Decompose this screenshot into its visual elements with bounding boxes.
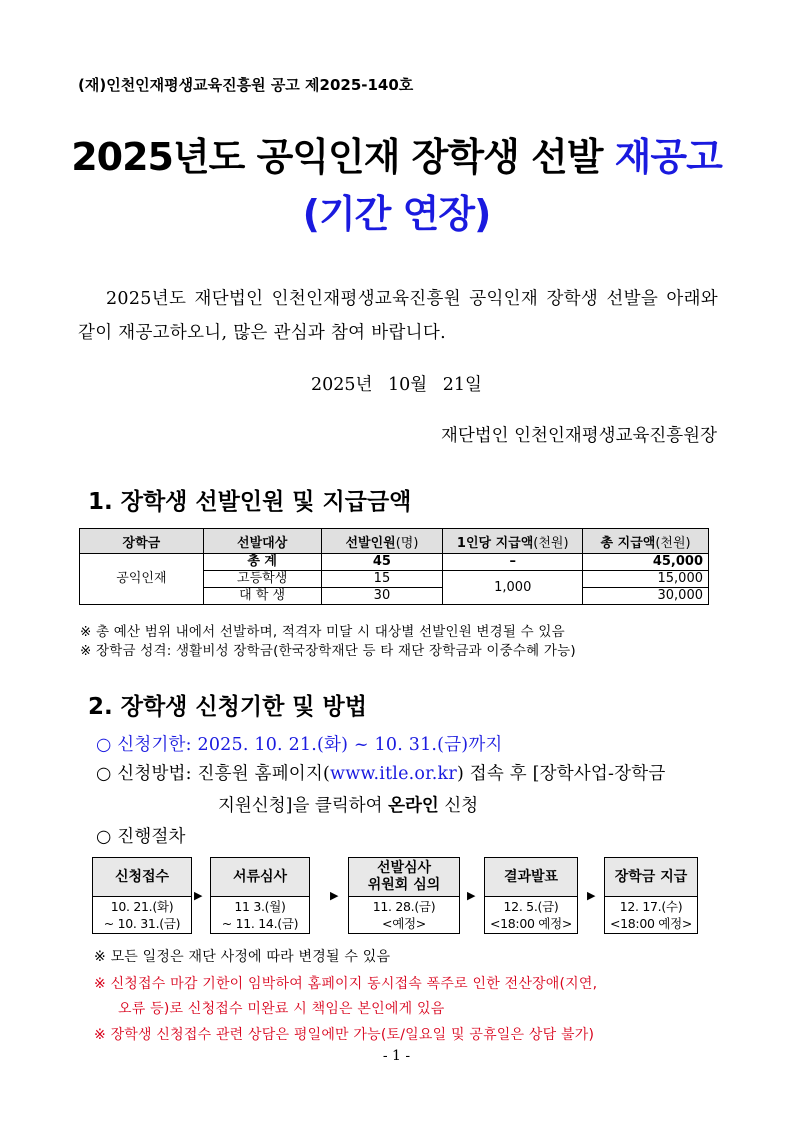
table-cell: 30,000 [583,588,709,605]
arrow-icon: ▶ [330,889,339,902]
step-dates [605,897,697,933]
online-emphasis: 온라인 [388,796,439,816]
table-cell: 15 [321,571,443,588]
table-cell: 45,000 [583,554,709,571]
arrow-icon: ▶ [194,889,203,902]
table-cell: 15,000 [583,571,709,588]
method-prefix: ○ 신청방법: 진흥원 홈페이지( [96,764,331,784]
section-heading-selection: 1. 장학생 선발인원 및 지급금액 [88,489,412,515]
warning-note: ※ 신청접수 마감 기한이 임박하여 홈페이지 동시접속 폭주로 인한 전산장애(지연, [94,976,598,992]
table-cell: 45 [321,554,443,571]
intro-paragraph: 2025년도 재단법인 인천인재평생교육진흥원 공익인재 장학생 선발을 아래와 같이 재공고하오니, 많은 관심과 참여 바랍니다. [78,289,718,343]
method-cont-suffix: 신청 [438,796,479,816]
table-cell-scholarship: 공익인재 [80,554,204,605]
table-header: 총 지급액(천원) [583,529,709,554]
step-title: 결과발표 [485,858,577,897]
step-date-start: 12. 17.(수) [619,899,683,914]
step-committee-review [348,857,460,934]
step-dates [211,897,309,933]
schedule-note: ※ 모든 일정은 재단 사정에 따라 변경될 수 있음 [94,949,391,965]
step-date-end: <예정> [382,916,426,931]
step-date-start: 12. 5.(금) [503,899,559,914]
signer: 재단법인 인천인재평생교육진흥원장 [440,426,717,446]
step-date-end: <18:00 예정> [609,916,693,931]
consultation-note: ※ 장학생 신청접수 관련 상담은 평일에만 가능(토/일요일 및 공휴일은 상담 불가) [94,1027,595,1043]
arrow-icon: ▶ [467,889,476,902]
step-document-review [210,857,310,934]
table-header: 선발대상 [203,529,321,554]
application-method-continued [218,792,478,817]
section-heading-application: 2. 장학생 신청기한 및 방법 [88,694,367,720]
table-cell: 고등학생 [203,571,321,588]
table-row [80,554,709,571]
title-highlight: 재공고 [614,135,722,179]
step-application [92,857,192,934]
table-header: 장학금 [80,529,204,554]
table-header: 1인당 지급액(천원) [443,529,583,554]
page-number: - 1 - [382,1048,411,1064]
table-cell: 1,000 [443,571,583,605]
notice-number: (재)인천인재평생교육진흥원 공고 제2025-140호 [78,76,414,94]
table-header: 선발인원(명) [321,529,443,554]
table-note: ※ 장학금 성격: 생활비성 장학금(한국장학재단 등 타 재단 장학금과 이중수혜 가능) [80,643,576,659]
page-title [0,126,793,181]
step-announcement [484,857,578,934]
application-deadline: ○ 신청기한: 2025. 10. 21.(화) ~ 10. 31.(금)까지 [96,735,503,755]
step-payment [604,857,698,934]
table-header-row [80,529,709,554]
step-dates [93,897,191,933]
warning-note-continued: 오류 등)로 신청접수 미완료 시 책임은 본인에게 있음 [118,1001,445,1017]
step-date-end: <18:00 예정> [489,916,573,931]
method-suffix: ) 접속 후 [장학사업-장학금 [456,764,666,784]
table-cell: 30 [321,588,443,605]
table-cell: 대 학 생 [203,588,321,605]
notice-date: 2025년 10월 21일 [311,375,482,395]
step-date-end: ~ 11. 14.(금) [221,916,299,931]
step-title: 장학금 지급 [605,858,697,897]
step-date-start: 10. 21.(화) [110,899,174,914]
method-cont-prefix: 지원신청]을 클릭하여 [218,796,389,816]
table-cell: – [443,554,583,571]
step-title: 신청접수 [93,858,191,897]
step-title: 서류심사 [211,858,309,897]
homepage-link[interactable]: www.itle.or.kr [330,764,457,784]
title-main: 2025년도 공익인재 장학생 선발 [71,135,615,179]
step-date-end: ~ 10. 31.(금) [103,916,181,931]
page-subtitle: (기간 연장) [302,192,491,236]
step-title: 선발심사 위원회 심의 [349,858,459,897]
arrow-icon: ▶ [587,889,596,902]
scholarship-table [79,528,709,605]
application-method [96,760,665,785]
table-note: ※ 총 예산 범위 내에서 선발하며, 적격자 미달 시 대상별 선발인원 변경될 수 있음 [80,624,565,640]
step-date-start: 11. 28.(금) [372,899,436,914]
table-cell: 총 계 [203,554,321,571]
process-label: ○ 진행절차 [96,827,186,847]
step-date-start: 11 3.(월) [234,899,286,914]
step-dates [349,897,459,933]
step-dates [485,897,577,933]
